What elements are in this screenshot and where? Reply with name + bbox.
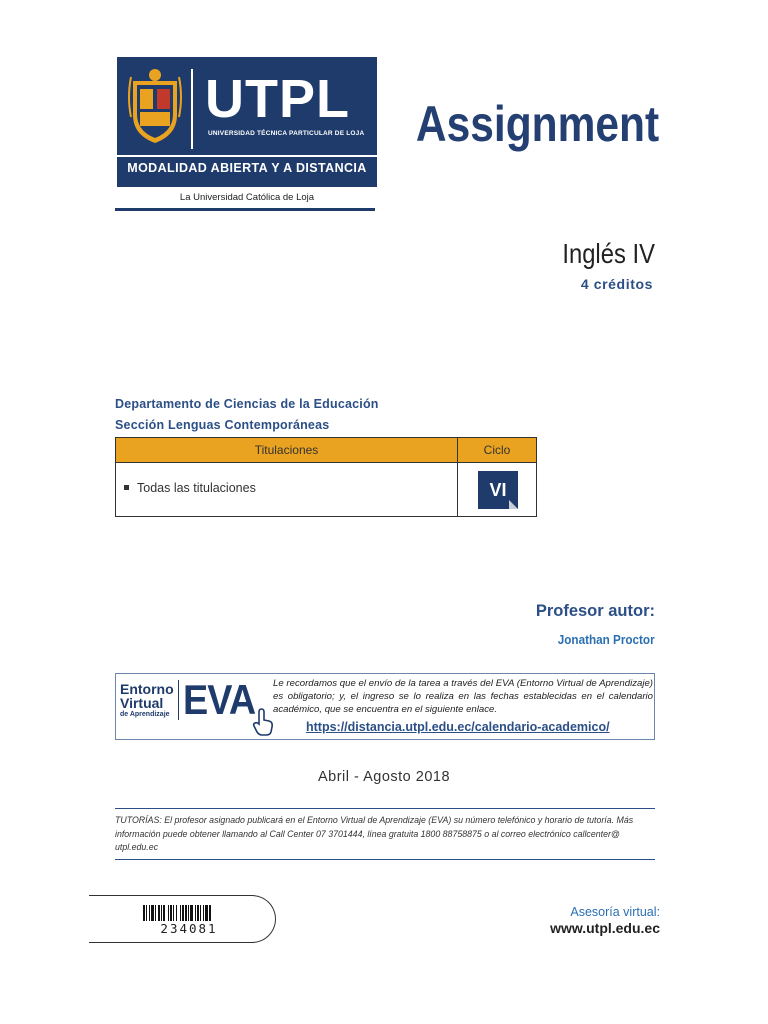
logo-divider xyxy=(191,69,193,149)
barcode-icon xyxy=(143,905,235,921)
eva-logo-line3: de Aprendizaje xyxy=(120,711,170,718)
eva-logo-line1: Entorno xyxy=(120,681,174,697)
table-row xyxy=(124,481,256,495)
barcode-number: 234081 xyxy=(160,921,218,936)
department-name: Departamento de Ciencias de la Educación xyxy=(115,397,379,411)
table-column-divider xyxy=(457,462,458,516)
asesoria-label: Asesoría virtual: xyxy=(570,905,660,919)
section-name: Sección Lenguas Contemporáneas xyxy=(115,418,330,432)
bullet-icon xyxy=(124,485,129,490)
eva-logo-line2: Virtual xyxy=(120,695,164,711)
academic-period xyxy=(0,769,768,785)
utpl-logo xyxy=(117,57,377,187)
table-header-ciclo: Ciclo xyxy=(483,443,511,457)
eva-logo-word: EVA xyxy=(183,676,256,723)
author-label: Profesor autor: xyxy=(535,602,655,620)
logo-underline xyxy=(115,208,375,211)
cycle-badge xyxy=(478,471,518,509)
calendar-link[interactable]: https://distancia.utpl.edu.ec/calendario-academico/ xyxy=(306,720,610,734)
eva-notice-text: Le recordamos que el envío de la tarea a través del EVA (Entorno Virtual de Aprendizaje) es obligatorio; y, el ingreso se lo realiza en las fechas establecidas en el calendario académico, que se encuentra en el siguiente enlace. xyxy=(273,678,653,715)
website-url[interactable]: www.utpl.edu.ec xyxy=(550,920,660,936)
course-name: Inglés IV xyxy=(562,238,655,269)
degree-table xyxy=(115,437,537,517)
logo-subtitle: UNIVERSIDAD TÉCNICA PARTICULAR DE LOJA xyxy=(208,130,365,137)
eva-logo-divider xyxy=(178,680,179,720)
tutorias-top-rule xyxy=(115,808,655,809)
modality-label: MODALIDAD ABIERTA Y A DISTANCIA xyxy=(127,161,367,175)
logo-caption: La Universidad Católica de Loja xyxy=(179,192,315,203)
tutorias-note: TUTORÍAS: El profesor asignado publicará en el Entorno Virtual de Aprendizaje (EVA) su número telefónico y horario de tutoría. Más información puede obtener llamando al Call Center 07 3701444, línea gratuita 1800 88758875 o al correo electrónico callcenter@ utpl.edu.ec xyxy=(115,815,634,852)
course-credits: 4 créditos xyxy=(580,276,653,292)
logo-rule xyxy=(117,155,377,157)
table-header-row xyxy=(116,438,536,463)
document-title: Assignment xyxy=(415,96,659,152)
cycle-value: VI xyxy=(489,480,507,500)
barcode-label xyxy=(89,895,276,943)
eva-notice-box xyxy=(115,673,655,740)
titulacion-cell: Todas las titulaciones xyxy=(137,481,256,495)
logo-wordmark: UTPL xyxy=(205,69,350,129)
author-name: Jonathan Proctor xyxy=(558,632,655,647)
university-crest-icon xyxy=(127,67,183,145)
tutorias-bottom-rule xyxy=(115,859,655,860)
page-fold-icon xyxy=(509,500,518,509)
table-header-titulaciones: Titulaciones xyxy=(116,438,458,462)
eva-logo-text xyxy=(120,682,174,719)
period-text: Abril - Agosto 2018 xyxy=(317,769,451,785)
